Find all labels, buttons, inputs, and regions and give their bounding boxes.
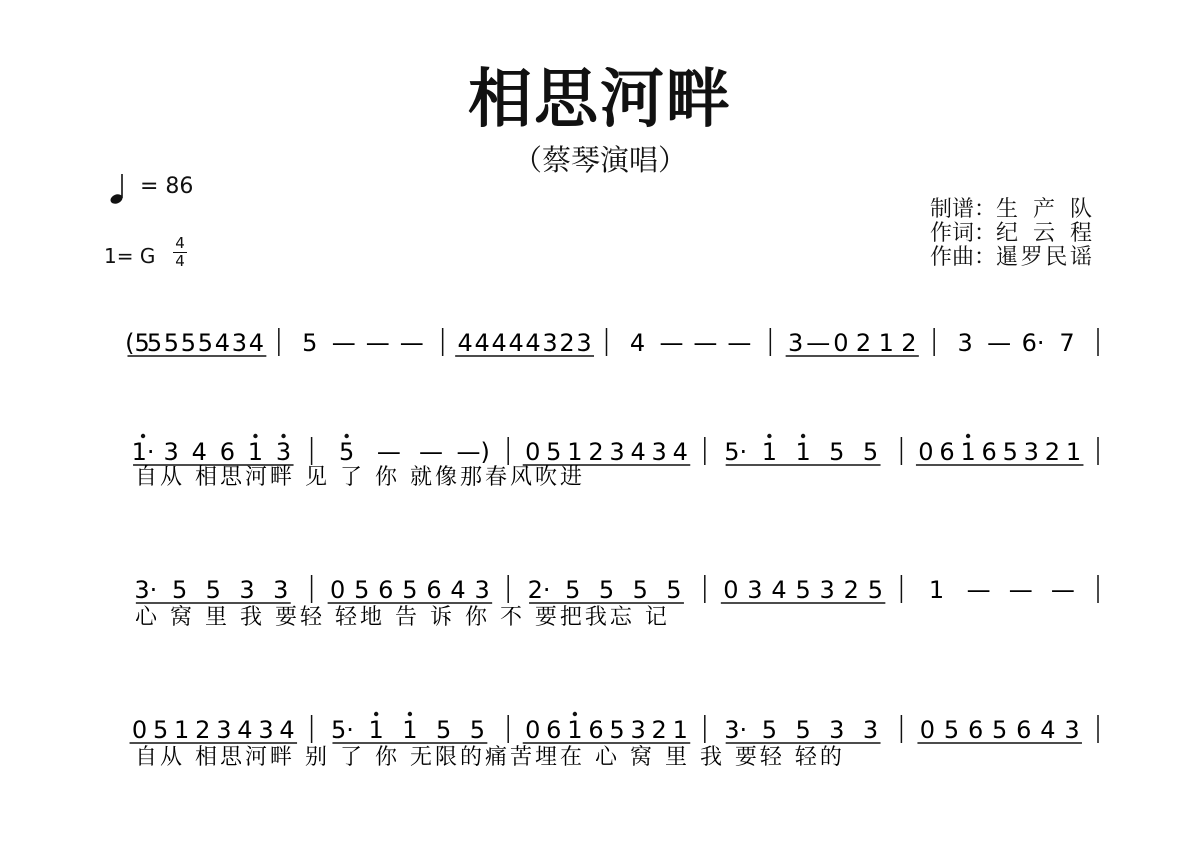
score-note: 4 — [248, 329, 264, 357]
score-note: 3 — [630, 716, 646, 744]
octave-dot-icon — [966, 434, 970, 438]
score-note: 5 — [609, 716, 625, 744]
score-note: 1 — [960, 438, 976, 466]
score-note: 1 — [368, 716, 384, 744]
score-note: 3 — [788, 329, 804, 357]
score-note: 1 — [567, 438, 583, 466]
credit-label: 作词： — [930, 221, 997, 246]
score-note: 1 — [795, 438, 811, 466]
score-note: 6 — [939, 438, 955, 466]
score-note: 4 — [525, 329, 541, 357]
score-note: 3 — [474, 576, 490, 604]
score-note: — — [365, 329, 390, 357]
octave-dot-icon — [141, 434, 145, 438]
score-note: 1· — [131, 438, 155, 466]
score-note: 5 — [943, 716, 960, 744]
score-note: 5 — [339, 438, 355, 466]
score-note: 0 — [525, 716, 541, 744]
score-note: 2 — [588, 438, 604, 466]
score-note: — — [727, 329, 752, 357]
score-note: 1 — [761, 438, 778, 466]
score-note: 2 — [1044, 438, 1061, 466]
credit-label: 作曲： — [930, 245, 997, 270]
score-note: 3 — [1064, 716, 1080, 744]
score-note: 6 — [1016, 716, 1032, 744]
score-note: 5 — [171, 576, 188, 604]
octave-dot-icon — [573, 712, 577, 716]
score-note: 4 — [279, 716, 295, 744]
score-note: 4 — [672, 438, 688, 466]
score-note: 5 — [632, 576, 648, 604]
score-note: 5 — [152, 716, 169, 744]
score-note: 5· — [331, 716, 354, 744]
score-note: 3· — [724, 716, 748, 744]
score-note: 4 — [457, 329, 473, 357]
lyric-line: 自从 相思河畔 别 了 你 无限的痛苦埋在 心 窝 里 我 要轻 轻的 — [135, 745, 845, 770]
score-note: 4 — [237, 716, 253, 744]
score-note: 4 — [450, 576, 466, 604]
score-note: 3 — [273, 576, 289, 604]
octave-dot-icon — [801, 434, 805, 438]
score-note: 1 — [672, 716, 688, 744]
score-note: 6 — [378, 576, 394, 604]
score-note: 3 — [258, 716, 274, 744]
score-note: 3 — [163, 438, 179, 466]
score-note: 5 — [402, 576, 418, 604]
octave-dot-icon — [344, 434, 348, 438]
score-note: 5 — [546, 438, 562, 466]
score-note: 5 — [1002, 438, 1018, 466]
lyric-line: 心 窝 里 我 要轻 轻地 告 诉 你 不 要把我忘 记 — [135, 605, 670, 630]
octave-dot-icon — [408, 712, 412, 716]
score-note: 4 — [474, 329, 490, 357]
score-note: 4 — [629, 329, 646, 357]
score-note: 3 — [829, 716, 845, 744]
song-title: 相思河畔 — [468, 63, 732, 137]
score-note: 5· — [724, 438, 748, 466]
score-note: 1 — [402, 716, 418, 744]
score-note: 1 — [174, 716, 190, 744]
score-note: 0 — [525, 438, 541, 466]
octave-dot-icon — [281, 434, 285, 438]
score-note: (5 — [125, 329, 150, 357]
score-note: 3 — [957, 329, 973, 357]
score-note: — — [693, 329, 718, 357]
tempo-value: = 86 — [140, 174, 194, 199]
score-note: 5 — [867, 576, 883, 604]
score-note: 1 — [928, 576, 945, 604]
credit-value: 纪云程 — [996, 221, 1093, 246]
score-note: —) — [456, 438, 490, 466]
score-note: — — [399, 329, 424, 357]
score-note: 1 — [878, 329, 894, 357]
score-note: 3 — [819, 576, 835, 604]
score-note: 2 — [651, 716, 667, 744]
score-note: 5 — [761, 716, 778, 744]
score-note: 7 — [1059, 329, 1075, 357]
score-note: 3 — [576, 329, 592, 357]
score-note: 5 — [829, 438, 845, 466]
score-note: — — [331, 329, 356, 357]
score-note: — — [987, 329, 1012, 357]
score-note: 0 — [833, 329, 849, 357]
score-note: 5 — [163, 329, 180, 357]
score-note: 4 — [191, 438, 207, 466]
score-note: 4 — [508, 329, 524, 357]
score-note: 3 — [651, 438, 667, 466]
lyric-line: 自从 相思河畔 见 了 你 就像那春风吹进 — [135, 465, 585, 490]
score-note: — — [376, 438, 401, 466]
score-note: 6 — [588, 716, 604, 744]
score-note: 2 — [559, 329, 575, 357]
score-note: 5 — [598, 576, 615, 604]
key-signature: 1= G — [104, 244, 156, 268]
credit-value: 生产队 — [996, 197, 1093, 222]
score-note: 5 — [565, 576, 581, 604]
score-note: 6· — [1021, 329, 1045, 357]
score-note: 6 — [426, 576, 442, 604]
score-note: 0 — [918, 438, 934, 466]
score-note: 0 — [723, 576, 739, 604]
score-note: 5 — [354, 576, 370, 604]
score-note: 3 — [609, 438, 625, 466]
score-note: 5 — [197, 329, 214, 357]
score-note: 3· — [134, 576, 158, 604]
score-note: 4 — [491, 329, 507, 357]
score-note: 4 — [214, 329, 231, 357]
score-note: 6 — [967, 716, 984, 744]
score-note: 3 — [542, 329, 558, 357]
octave-dot-icon — [767, 434, 771, 438]
score-note: 1 — [567, 716, 583, 744]
score-note: 5 — [146, 329, 163, 357]
score-note: 5 — [469, 716, 485, 744]
performer-subtitle: （蔡琴演唱） — [512, 143, 687, 177]
score-note: — — [1050, 576, 1075, 604]
score-note: 4 — [630, 438, 646, 466]
score-note: 1 — [1065, 438, 1082, 466]
score-note: 5 — [862, 438, 879, 466]
score-note: 6 — [219, 438, 235, 466]
score-note: 2 — [901, 329, 917, 357]
score-note: 3 — [1023, 438, 1039, 466]
score-note: 2 — [195, 716, 211, 744]
score-note: 0 — [330, 576, 346, 604]
score-note: 3 — [216, 716, 232, 744]
score-note: 4 — [1040, 716, 1056, 744]
score-note: 6 — [546, 716, 562, 744]
score-note: 5 — [205, 576, 221, 604]
meter-bottom: 4 — [175, 252, 185, 270]
score-note: 5 — [435, 716, 452, 744]
score-note: — — [1008, 576, 1033, 604]
score-note: 3 — [747, 576, 763, 604]
score-note: 0 — [919, 716, 936, 744]
score-note: 2· — [527, 576, 551, 604]
score-note: 3 — [275, 438, 292, 466]
score-note: 5 — [795, 716, 811, 744]
score-note: — — [418, 438, 443, 466]
meter-top: 4 — [175, 234, 185, 252]
score-note: — — [659, 329, 684, 357]
octave-dot-icon — [253, 434, 257, 438]
score-note: 5 — [180, 329, 197, 357]
score-note: 2 — [855, 329, 872, 357]
credit-label: 制谱： — [930, 197, 997, 222]
score-note: 3 — [862, 716, 879, 744]
score-note: 2 — [843, 576, 859, 604]
octave-dot-icon — [374, 712, 378, 716]
score-note: 5 — [795, 576, 811, 604]
score-note: 5 — [666, 576, 682, 604]
score-note: 5 — [302, 329, 318, 357]
score-note: — — [806, 329, 831, 357]
score-note: 4 — [771, 576, 787, 604]
score-note: 0 — [131, 716, 148, 744]
score-note: 3 — [239, 576, 255, 604]
score-note: 6 — [981, 438, 997, 466]
score-note: 1 — [247, 438, 264, 466]
score-note: 3 — [231, 329, 248, 357]
score-note: — — [966, 576, 991, 604]
score-note: 5 — [992, 716, 1008, 744]
credit-value: 暹罗民谣 — [996, 245, 1093, 270]
